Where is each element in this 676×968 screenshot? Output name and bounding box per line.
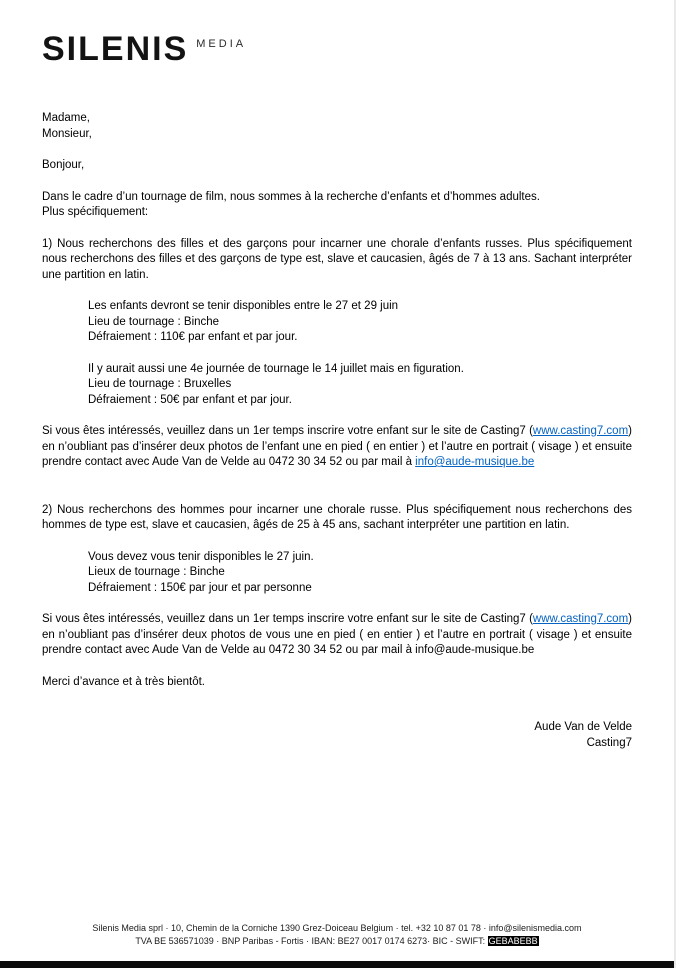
section2-details: [42, 550, 632, 597]
section1-details-1: [42, 299, 632, 346]
contact1-text-b: ) en n’oubliant pas d’insérer deux photos de l’enfant une en pied ( en entier ) et l’autre en portrait ( visage ) et ensuite prendre contact avec Aude Van de Velde au 0472 30 34 52 ou par mail à: [42, 425, 632, 468]
section1-contact-paragraph: [42, 424, 632, 471]
greeting: Bonjour,: [42, 159, 85, 171]
intro-line-1: Dans le cadre d’un tournage de film, nous sommes à la recherche d’enfants et d’hommes adultes.: [42, 190, 540, 203]
section1-paragraph: 1) Nous recherchons des filles et des garçons pour incarner une chorale d’enfants russes. Plus spécifiquement nous recherchons des filles et des garçons de type est, slave et caucasien, âgés de 7 à 13 ans. Sachant interpréter une partition en latin.: [42, 237, 632, 281]
footer-line-2: [0, 935, 674, 948]
detail-line: Défraiement : 110€ par enfant et par jour.: [88, 331, 298, 343]
detail-line: Vous devez vous tenir disponibles le 27 juin.: [88, 550, 314, 563]
contact2-text-b: ) en n’oubliant pas d’insérer deux photos de vous une en pied ( en entier ) et l’autre en portrait ( visage ) et ensuite prendre contact avec Aude Van de Velde au 0472 30 34 52 ou par mail à info@aude-musique.be: [42, 613, 632, 656]
detail-line: Défraiement : 150€ par jour et par personne: [88, 581, 312, 594]
letter-body: [42, 111, 632, 751]
footer-line-1: Silenis Media sprl · 10, Chemin de la Corniche 1390 Grez-Doiceau Belgium · tel. +32 10 87 01 78 · info@silenismedia.com: [92, 923, 582, 933]
detail-line: Lieu de tournage : Binche: [88, 315, 220, 328]
letter-footer: [0, 922, 674, 948]
logo-media-tag: MEDIA: [196, 38, 247, 50]
detail-line: Lieu de tournage : Bruxelles: [88, 378, 232, 390]
contact1-text-a: Si vous êtes intéressés, veuillez dans un 1er temps inscrire votre enfant sur le site de Casting7 (: [42, 425, 533, 437]
logo: [42, 30, 632, 69]
casting7-link-1[interactable]: www.casting7.com: [532, 425, 629, 437]
footer-highlighted-bic: GEBABEBB: [488, 936, 538, 946]
detail-line: Lieux de tournage : Binche: [88, 566, 225, 578]
salutation-monsieur: Monsieur,: [42, 127, 92, 140]
detail-line: Défraiement : 50€ par enfant et par jour.: [88, 393, 292, 406]
signature-company: Casting7: [586, 736, 632, 749]
signature-name: Aude Van de Velde: [534, 721, 632, 733]
salutation-madame: Madame,: [42, 112, 90, 124]
closing-line: Merci d’avance et à très bientôt.: [42, 675, 205, 688]
footer-line-2-text: TVA BE 536571039 · BNP Paribas - Fortis · IBAN: BE27 0017 0174 6273· BIC - SWIFT:: [135, 936, 488, 946]
signature-block: [42, 720, 632, 751]
casting7-link-2[interactable]: www.casting7.com: [532, 613, 629, 625]
section1-details-2: [42, 362, 632, 409]
intro-line-2: Plus spécifiquement:: [42, 206, 149, 218]
section2-paragraph: 2) Nous recherchons des hommes pour incarner une chorale russe. Plus spécifiquement nous recherchons des hommes de type est, slave et caucasien, âgés de 25 à 45 ans, sachant interpréter une partition en latin.: [42, 503, 632, 531]
page-bottom-edge: [0, 961, 674, 968]
detail-line: Les enfants devront se tenir disponibles entre le 27 et 29 juin: [88, 300, 399, 312]
detail-line: Il y aurait aussi une 4e journée de tournage le 14 juillet mais en figuration.: [88, 362, 464, 375]
contact2-text-a: Si vous êtes intéressés, veuillez dans un 1er temps inscrire votre enfant sur le site de Casting7 (: [42, 613, 533, 625]
section2-contact-paragraph: [42, 612, 632, 659]
aude-musique-mail-link[interactable]: info@aude-musique.be: [415, 456, 535, 468]
logo-wordmark: SILENIS: [42, 30, 189, 68]
